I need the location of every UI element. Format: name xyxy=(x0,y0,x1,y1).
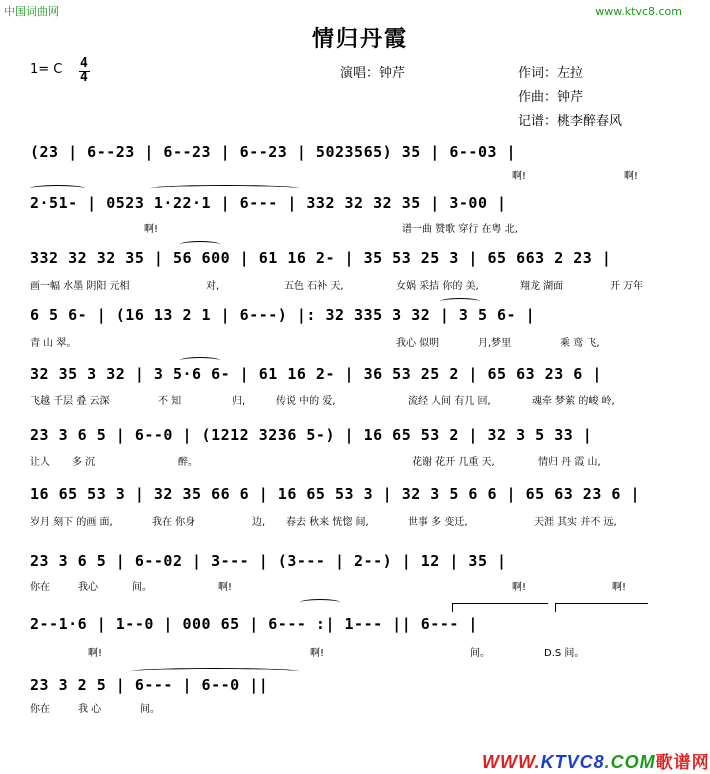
watermark-left: 中国词曲网 xyxy=(4,5,59,18)
score-row-9-lyric-c: 间。 xyxy=(470,648,490,659)
volta-bracket xyxy=(452,603,548,612)
score-row-5-lyric-d: 传说 中的 爱, xyxy=(276,396,336,407)
time-signature-bottom: 4 xyxy=(80,70,89,85)
volta-bracket xyxy=(555,603,648,612)
score-row-7-lyric-c: 边, xyxy=(252,517,266,528)
score-row-5-lyric-f: 魂牵 梦萦 的峻 岭, xyxy=(532,396,615,407)
score-row-4-lyric-a: 青 山 翠。 xyxy=(30,338,77,349)
score-row-8-notes: 23 3 6 5 | 6--02 | 3--- | (3--- | 2--) | 12 | 35 | xyxy=(30,552,507,570)
score-row-6-lyric-a: 让人 xyxy=(30,457,50,468)
footer-site-prefix: WWW. xyxy=(482,752,541,772)
score-row-6-lyric-c: 醉。 xyxy=(178,457,198,468)
score-row-6-lyric-b: 多 沉 xyxy=(72,457,96,468)
score-row-7-lyric-a: 岁月 刻下 的画 面, xyxy=(30,517,113,528)
score-row-4-lyric-c: 月,梦里 xyxy=(478,338,512,349)
score-row-3-lyric-e: 翔龙 湖面 xyxy=(520,281,564,292)
score-row-6-lyric-e: 情归 丹 霞 山, xyxy=(538,457,601,468)
footer-watermark xyxy=(482,748,710,773)
score-row-3-lyric-c: 五色 石补 天, xyxy=(284,281,344,292)
score-row-8-lyric-a: 你在 xyxy=(30,582,50,593)
score-row-3-lyric-a: 画一幅 水墨 阴阳 元相 xyxy=(30,281,130,292)
score-row-4-lyric-b: 我心 似明 xyxy=(396,338,440,349)
score-row-8-lyric-d: 啊! xyxy=(218,582,233,593)
score-row-10-lyric-b: 我 心 xyxy=(78,704,102,715)
slur-mark xyxy=(440,298,480,305)
score-row-4-notes: 6 5 6- | (16 13 2 1 | 6---) |: 32 335 3 32 | 3 5 6- | xyxy=(30,306,536,324)
slur-mark xyxy=(30,185,85,192)
score-row-7-lyric-f: 天涯 其实 并不 远, xyxy=(534,517,617,528)
footer-site-suffix: .COM xyxy=(604,752,656,772)
time-signature-top: 4 xyxy=(80,56,89,71)
score-row-3-lyric-d: 女娲 采拮 你的 美, xyxy=(396,281,479,292)
score-row-3-lyric-f: 开 万年 xyxy=(610,281,644,292)
score-row-5-lyric-c: 归, xyxy=(232,396,246,407)
score-row-1-notes: (23 | 6--23 | 6--23 | 6--23 | 5023565) 35 | 6--03 | xyxy=(30,143,517,161)
singer: 演唱：钟芹 xyxy=(340,66,406,81)
score-row-2-lyric-b: 谱一曲 赞歌 穿行 在粤 北, xyxy=(402,224,518,235)
watermark-right: www.ktvc8.com xyxy=(595,5,682,18)
slur-mark xyxy=(180,241,220,248)
score-row-7-notes: 16 65 53 3 | 32 35 66 6 | 16 65 53 3 | 32 3 5 6 6 | 65 63 23 6 | xyxy=(30,485,640,503)
score-row-7-lyric-b: 我在 你身 xyxy=(152,517,196,528)
score-row-2-notes: 2·51- | 0523 1·22·1 | 6--- | 332 32 32 35 | 3-00 | xyxy=(30,194,507,212)
score-row-5-lyric-b: 不 知 xyxy=(158,396,182,407)
transcriber: 记谱：桃李醉春风 xyxy=(518,114,623,129)
composer: 作曲：钟芹 xyxy=(518,90,584,105)
score-row-6-notes: 23 3 6 5 | 6--0 | (1212 3236 5-) | 16 65 53 2 | 32 3 5 33 | xyxy=(30,426,593,444)
score-row-8-lyric-b: 我心 xyxy=(78,582,98,593)
song-title: 情归丹霞 xyxy=(312,27,409,52)
footer-site-cn: 歌谱网 xyxy=(655,753,710,772)
score-row-4-lyric-d: 乘 鸾 飞, xyxy=(560,338,600,349)
score-row-6-lyric-d: 花谢 花开 几重 天, xyxy=(412,457,495,468)
score-row-2-lyric-a: 啊! xyxy=(144,224,159,235)
slur-mark xyxy=(130,668,300,675)
score-row-7-lyric-d: 春去 秋来 恍惚 间, xyxy=(286,517,369,528)
score-row-8-lyric-e: 啊! xyxy=(512,582,527,593)
score-row-10-lyric-c: 间。 xyxy=(140,704,160,715)
score-row-8-lyric-f: 啊! xyxy=(612,582,627,593)
score-row-10-lyric-a: 你在 xyxy=(30,704,50,715)
slur-mark xyxy=(150,185,300,192)
score-row-9-lyric-d: D.S 间。 xyxy=(544,648,585,659)
score-row-10-notes: 23 3 2 5 | 6--- | 6--0 || xyxy=(30,676,269,694)
slur-mark xyxy=(180,357,220,364)
score-row-8-lyric-c: 间。 xyxy=(132,582,152,593)
score-row-3-notes: 332 32 32 35 | 56 600 | 61 16 2- | 35 53 25 3 | 65 663 2 23 | xyxy=(30,249,612,267)
score-row-1-lyric-a: 啊! xyxy=(512,171,527,182)
score-row-9-lyric-b: 啊! xyxy=(310,648,325,659)
slur-mark xyxy=(300,599,340,606)
score-row-5-lyric-a: 飞越 千层 叠 云深 xyxy=(30,396,110,407)
score-row-5-notes: 32 35 3 32 | 3 5·6 6- | 61 16 2- | 36 53 25 2 | 65 63 23 6 | xyxy=(30,365,602,383)
score-row-1-lyric-b: 啊! xyxy=(624,171,639,182)
key-signature: 1= C xyxy=(30,62,63,77)
score-row-9-lyric-a: 啊! xyxy=(88,648,103,659)
score-row-9-notes: 2--1·6 | 1--0 | 000 65 | 6--- :| 1--- || 6--- | xyxy=(30,615,478,633)
score-row-5-lyric-e: 流经 人间 有几 回, xyxy=(408,396,491,407)
score-row-3-lyric-b: 对, xyxy=(206,281,220,292)
score-row-7-lyric-e: 世事 多 变迁, xyxy=(408,517,468,528)
footer-site-name: KTVC8 xyxy=(540,752,605,772)
lyricist: 作词：左拉 xyxy=(518,66,584,81)
